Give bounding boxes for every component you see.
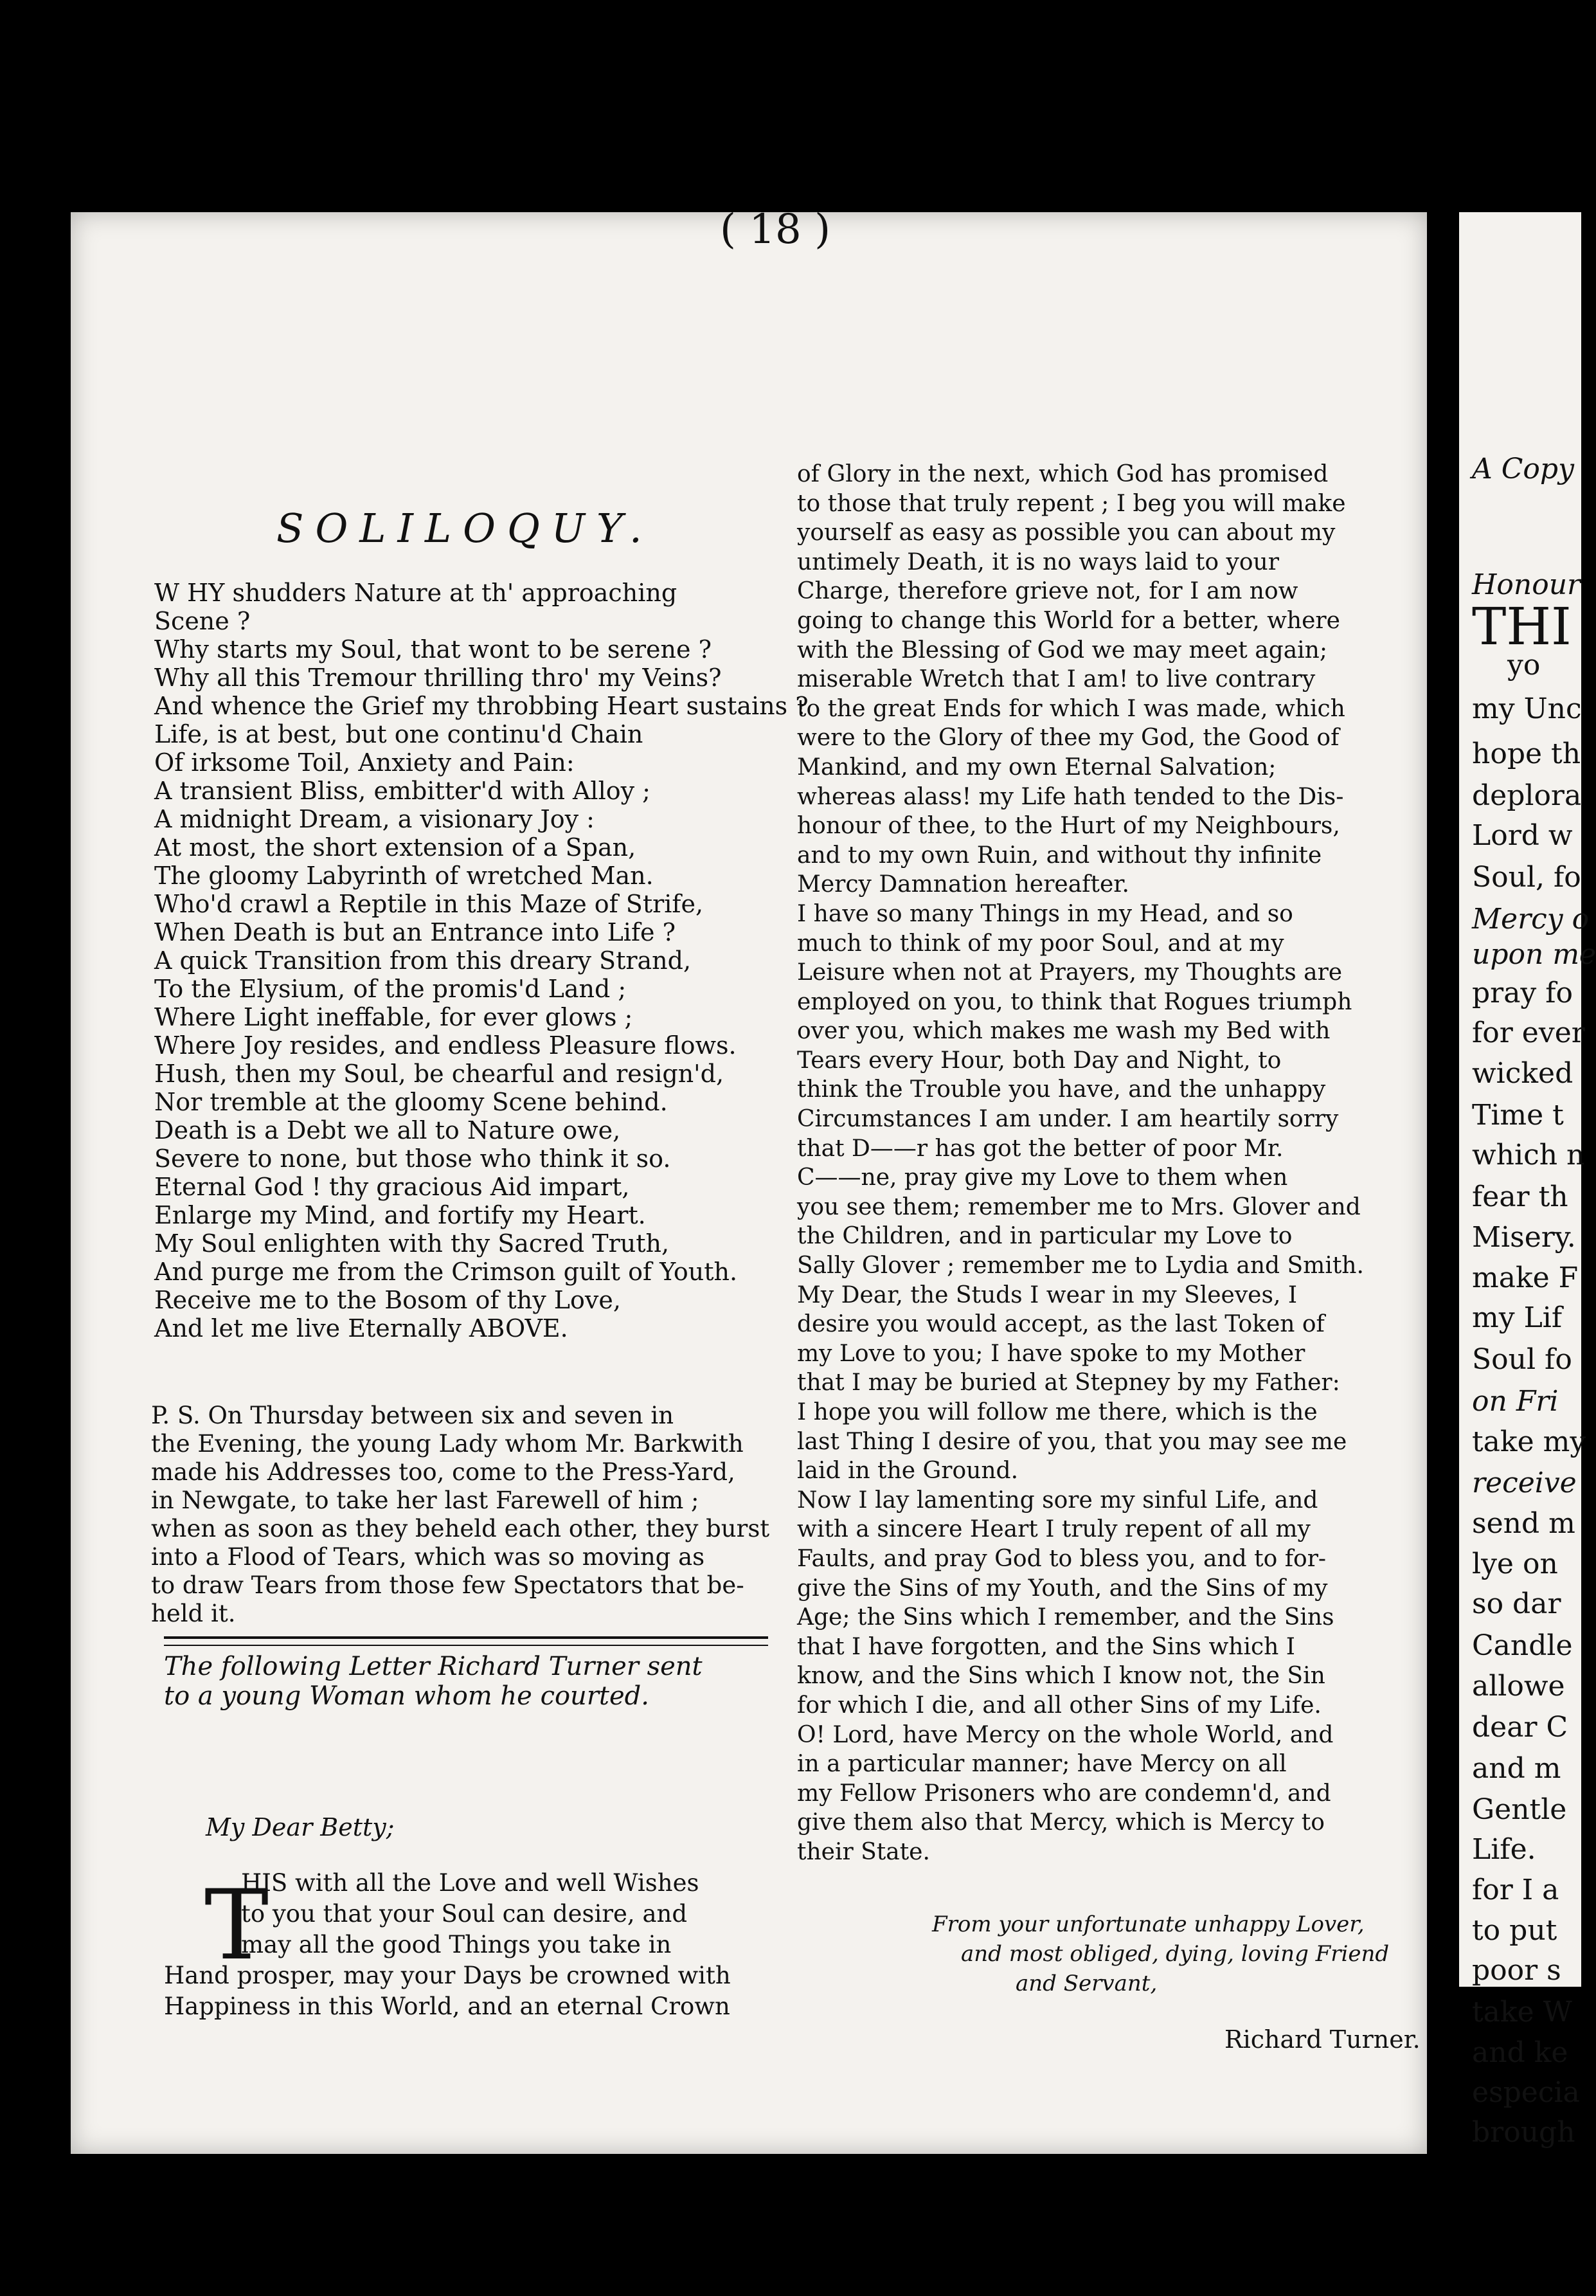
- next-page-line: Candle: [1472, 1629, 1573, 1662]
- poem-line: Death is a Debt we all to Nature owe,: [154, 1116, 621, 1144]
- next-page-line: Honour: [1472, 568, 1581, 601]
- next-page-line: brough: [1472, 2116, 1575, 2149]
- poem-line: A midnight Dream, a visionary Joy :: [154, 805, 595, 833]
- next-page-line: receive: [1472, 1467, 1577, 1499]
- right-column-line: yourself as easy as possible you can about my: [797, 520, 1336, 547]
- poem-line: Of irksome Toil, Anxiety and Pain:: [154, 748, 575, 777]
- postscript-line: held it.: [151, 1600, 236, 1627]
- right-column-line: their State.: [797, 1838, 930, 1865]
- next-page-line: Mercy o: [1472, 903, 1590, 936]
- right-column-line: were to the Glory of thee my God, the Good of: [797, 725, 1340, 752]
- right-column-line: Mankind, and my own Eternal Salvation;: [797, 754, 1277, 781]
- closing-line: and Servant,: [1016, 1971, 1158, 1996]
- right-column-line: O! Lord, have Mercy on the whole World, and: [797, 1721, 1334, 1748]
- right-column-line: over you, which makes me wash my Bed with: [797, 1018, 1331, 1045]
- letter-line: Hand prosper, may your Days be crowned with: [164, 1962, 731, 1989]
- right-column-line: to the great Ends for which I was made, which: [797, 695, 1345, 722]
- next-page-line: for ever: [1472, 1017, 1585, 1049]
- next-page-line: deplora: [1472, 779, 1582, 812]
- right-column-line: for which I die, and all other Sins of my Life.: [797, 1692, 1322, 1719]
- right-column-line: Tears every Hour, both Day and Night, to: [797, 1047, 1282, 1074]
- letter-opening: [164, 1868, 781, 2022]
- next-page-line: yo: [1507, 649, 1541, 682]
- next-page-line: especia: [1472, 2076, 1580, 2109]
- poem-line: And purge me from the Crimson guilt of Youth.: [154, 1258, 738, 1286]
- letter-line: to you that your Soul can desire, and: [241, 1900, 688, 1928]
- next-page-line: my Lif: [1472, 1301, 1563, 1334]
- poem-line: W HY shudders Nature at th' approaching: [154, 579, 677, 607]
- right-column-line: with a sincere Heart I truly repent of all my: [797, 1516, 1311, 1543]
- poem-line: Why all this Tremour thrilling thro' my Veins?: [154, 664, 722, 692]
- postscript: [151, 1402, 768, 1628]
- page-number: ( 18 ): [720, 206, 831, 253]
- right-column-line: Leisure when not at Prayers, my Thoughts are: [797, 959, 1343, 986]
- right-column-line: of Glory in the next, which God has promised: [797, 461, 1329, 487]
- next-page-line: take W: [1472, 1996, 1572, 2029]
- next-page-line: fear th: [1472, 1180, 1568, 1213]
- poem-line: My Soul enlighten with thy Sacred Truth,: [154, 1229, 670, 1258]
- next-page-line: send m: [1472, 1507, 1575, 1540]
- right-column-line: I hope you will follow me there, which is the: [797, 1399, 1318, 1425]
- right-column-line: going to change this World for a better, where: [797, 607, 1340, 634]
- postscript-line: the Evening, the young Lady whom Mr. Barkwith: [151, 1430, 744, 1458]
- poem-line: A quick Transition from this dreary Strand,: [154, 946, 692, 975]
- letter-heading-line: to a young Woman whom he courted.: [164, 1681, 649, 1711]
- next-page-line: THI: [1472, 597, 1572, 656]
- right-column-line: in a particular manner; have Mercy on all: [797, 1751, 1287, 1778]
- drop-cap-t: T: [204, 1870, 269, 1982]
- next-page-line: my Unc: [1472, 692, 1582, 725]
- poem-line: And whence the Grief my throbbing Heart sustains ?: [154, 692, 809, 720]
- right-column-line: Age; the Sins which I remember, and the Sins: [797, 1604, 1334, 1631]
- right-column-line: Sally Glover ; remember me to Lydia and Smith.: [797, 1252, 1364, 1279]
- right-column-line: much to think of my poor Soul, and at my: [797, 930, 1284, 957]
- next-page-line: make F: [1472, 1261, 1579, 1294]
- signature: Richard Turner.: [1224, 2025, 1421, 2054]
- right-column-line: my Fellow Prisoners who are condemn'd, and: [797, 1780, 1331, 1807]
- next-page-line: Lord w: [1472, 819, 1573, 852]
- right-column-line: miserable Wretch that I am! to live contrary: [797, 666, 1316, 693]
- poem-title: SOLILOQUY.: [276, 505, 654, 552]
- right-column-line: Circumstances I am under. I am heartily sorry: [797, 1106, 1339, 1133]
- right-column-line: give the Sins of my Youth, and the Sins of my: [797, 1575, 1328, 1602]
- next-page-line: for I a: [1472, 1874, 1559, 1906]
- next-page-line: take my: [1472, 1425, 1586, 1458]
- letter-heading-line: The following Letter Richard Turner sent: [164, 1652, 703, 1681]
- right-column-line: honour of thee, to the Hurt of my Neighbours,: [797, 813, 1340, 840]
- right-column-line: that I have forgotten, and the Sins which I: [797, 1633, 1296, 1660]
- next-page-line: lye on: [1472, 1548, 1558, 1580]
- next-page-line: pray fo: [1472, 977, 1574, 1009]
- right-column-line: think the Trouble you have, and the unhappy: [797, 1076, 1326, 1103]
- poem-line: At most, the short extension of a Span,: [154, 833, 636, 862]
- right-column-line: last Thing I desire of you, that you may see me: [797, 1428, 1347, 1455]
- letter-line: HIS with all the Love and well Wishes: [241, 1869, 699, 1897]
- closing-line: From your unfortunate unhappy Lover,: [932, 1912, 1365, 1937]
- letter-line: may all the good Things you take in: [241, 1931, 672, 1958]
- poem-line: Who'd crawl a Reptile in this Maze of Strife,: [154, 890, 704, 918]
- poem-line: Severe to none, but those who think it so.: [154, 1144, 671, 1173]
- next-page-line: so dar: [1472, 1587, 1561, 1620]
- postscript-line: made his Addresses too, come to the Press-Yard,: [151, 1458, 735, 1486]
- postscript-line: P. S. On Thursday between six and seven in: [151, 1402, 674, 1429]
- next-page-line: A Copy: [1472, 453, 1574, 485]
- right-column-text: [797, 460, 1411, 1867]
- poem-line: Receive me to the Bosom of thy Love,: [154, 1286, 621, 1314]
- next-page-line: to put: [1472, 1914, 1557, 1947]
- right-column-line: employed on you, to think that Rogues triumph: [797, 988, 1352, 1015]
- poem-line: Nor tremble at the gloomy Scene behind.: [154, 1088, 668, 1116]
- right-column-line: My Dear, the Studs I wear in my Sleeves, I: [797, 1281, 1298, 1308]
- next-page-line: dear C: [1472, 1711, 1568, 1744]
- next-page-line: Time t: [1472, 1099, 1564, 1132]
- right-column-line: desire you would accept, as the last Token of: [797, 1311, 1325, 1338]
- poem-line: To the Elysium, of the promis'd Land ;: [154, 975, 627, 1003]
- right-column-line: Now I lay lamenting sore my sinful Life, and: [797, 1487, 1318, 1514]
- right-column-line: and to my own Ruin, and without thy infinite: [797, 842, 1322, 869]
- poem-line: And let me live Eternally ABOVE.: [154, 1314, 568, 1342]
- next-page-line: Soul, fo: [1472, 861, 1581, 894]
- right-column-line: Charge, therefore grieve not, for I am now: [797, 578, 1298, 605]
- poem-line: Eternal God ! thy gracious Aid impart,: [154, 1173, 630, 1201]
- right-column-line: give them also that Mercy, which is Mercy to: [797, 1809, 1325, 1836]
- closing-line: and most obliged, dying, loving Friend: [961, 1941, 1390, 1967]
- right-column-line: untimely Death, it is no ways laid to your: [797, 548, 1279, 575]
- right-column-line: laid in the Ground.: [797, 1458, 1019, 1485]
- right-column-line: know, and the Sins which I know not, the Sin: [797, 1663, 1325, 1690]
- salutation: My Dear Betty;: [206, 1813, 395, 1841]
- next-page-line: Gentle: [1472, 1793, 1567, 1826]
- next-page-line: wicked: [1472, 1057, 1574, 1090]
- divider-rule: [164, 1636, 768, 1639]
- poem-line: A transient Bliss, embitter'd with Alloy ;: [154, 777, 650, 805]
- poem: [154, 579, 809, 1342]
- next-page-line: Life.: [1472, 1833, 1536, 1866]
- right-column-line: I have so many Things in my Head, and so: [797, 900, 1293, 927]
- next-page-line: allowe: [1472, 1670, 1565, 1703]
- poem-line: Hush, then my Soul, be chearful and resign'd,: [154, 1060, 724, 1088]
- poem-line: When Death is but an Entrance into Life ?: [154, 918, 676, 946]
- right-column-line: whereas alass! my Life hath tended to the Dis-: [797, 783, 1344, 810]
- right-column-line: my Love to you; I have spoke to my Mother: [797, 1340, 1305, 1367]
- right-column-line: that D——r has got the better of poor Mr.: [797, 1135, 1284, 1162]
- poem-line: Enlarge my Mind, and fortify my Heart.: [154, 1201, 646, 1229]
- postscript-line: in Newgate, to take her last Farewell of him ;: [151, 1487, 699, 1514]
- poem-line: Scene ?: [154, 607, 251, 635]
- right-column-line: you see them; remember me to Mrs. Glover and: [797, 1193, 1361, 1220]
- next-page-line: Misery.: [1472, 1221, 1576, 1254]
- right-column-line: to those that truly repent ; I beg you will make: [797, 490, 1346, 517]
- divider-rule-thin: [164, 1645, 768, 1646]
- postscript-line: into a Flood of Tears, which was so moving as: [151, 1543, 705, 1571]
- poem-line: Why starts my Soul, that wont to be serene ?: [154, 635, 712, 664]
- poem-line: Where Light ineffable, for ever glows ;: [154, 1003, 633, 1031]
- next-page-line: and m: [1472, 1752, 1561, 1785]
- poem-line: The gloomy Labyrinth of wretched Man.: [154, 862, 654, 890]
- next-page-line: on Fri: [1472, 1385, 1559, 1418]
- poem-line: Life, is at best, but one continu'd Chain: [154, 720, 643, 748]
- next-page-line: Soul fo: [1472, 1343, 1572, 1376]
- right-column-line: that I may be buried at Stepney by my Father:: [797, 1369, 1340, 1397]
- letter-line: Happiness in this World, and an eternal Crown: [164, 1993, 730, 2020]
- right-column-line: Faults, and pray God to bless you, and to for-: [797, 1545, 1327, 1572]
- next-page-line: hope th: [1472, 737, 1581, 770]
- right-column-line: Mercy Damnation hereafter.: [797, 871, 1129, 898]
- postscript-line: to draw Tears from those few Spectators that be-: [151, 1571, 744, 1599]
- right-column-line: the Children, and in particular my Love to: [797, 1223, 1293, 1250]
- next-page-line: and ke: [1472, 2036, 1568, 2069]
- poem-line: Where Joy resides, and endless Pleasure flows.: [154, 1031, 737, 1060]
- right-column-line: with the Blessing of God we may meet again;: [797, 637, 1327, 664]
- letter-closing: [932, 1910, 1389, 1998]
- next-page-line: upon me: [1472, 938, 1596, 971]
- letter-heading: [164, 1652, 781, 1711]
- right-column-line: C——ne, pray give my Love to them when: [797, 1164, 1288, 1191]
- postscript-line: when as soon as they beheld each other, they burst: [151, 1515, 770, 1542]
- next-page-line: poor s: [1472, 1954, 1561, 1987]
- next-page-line: which n: [1472, 1139, 1585, 1171]
